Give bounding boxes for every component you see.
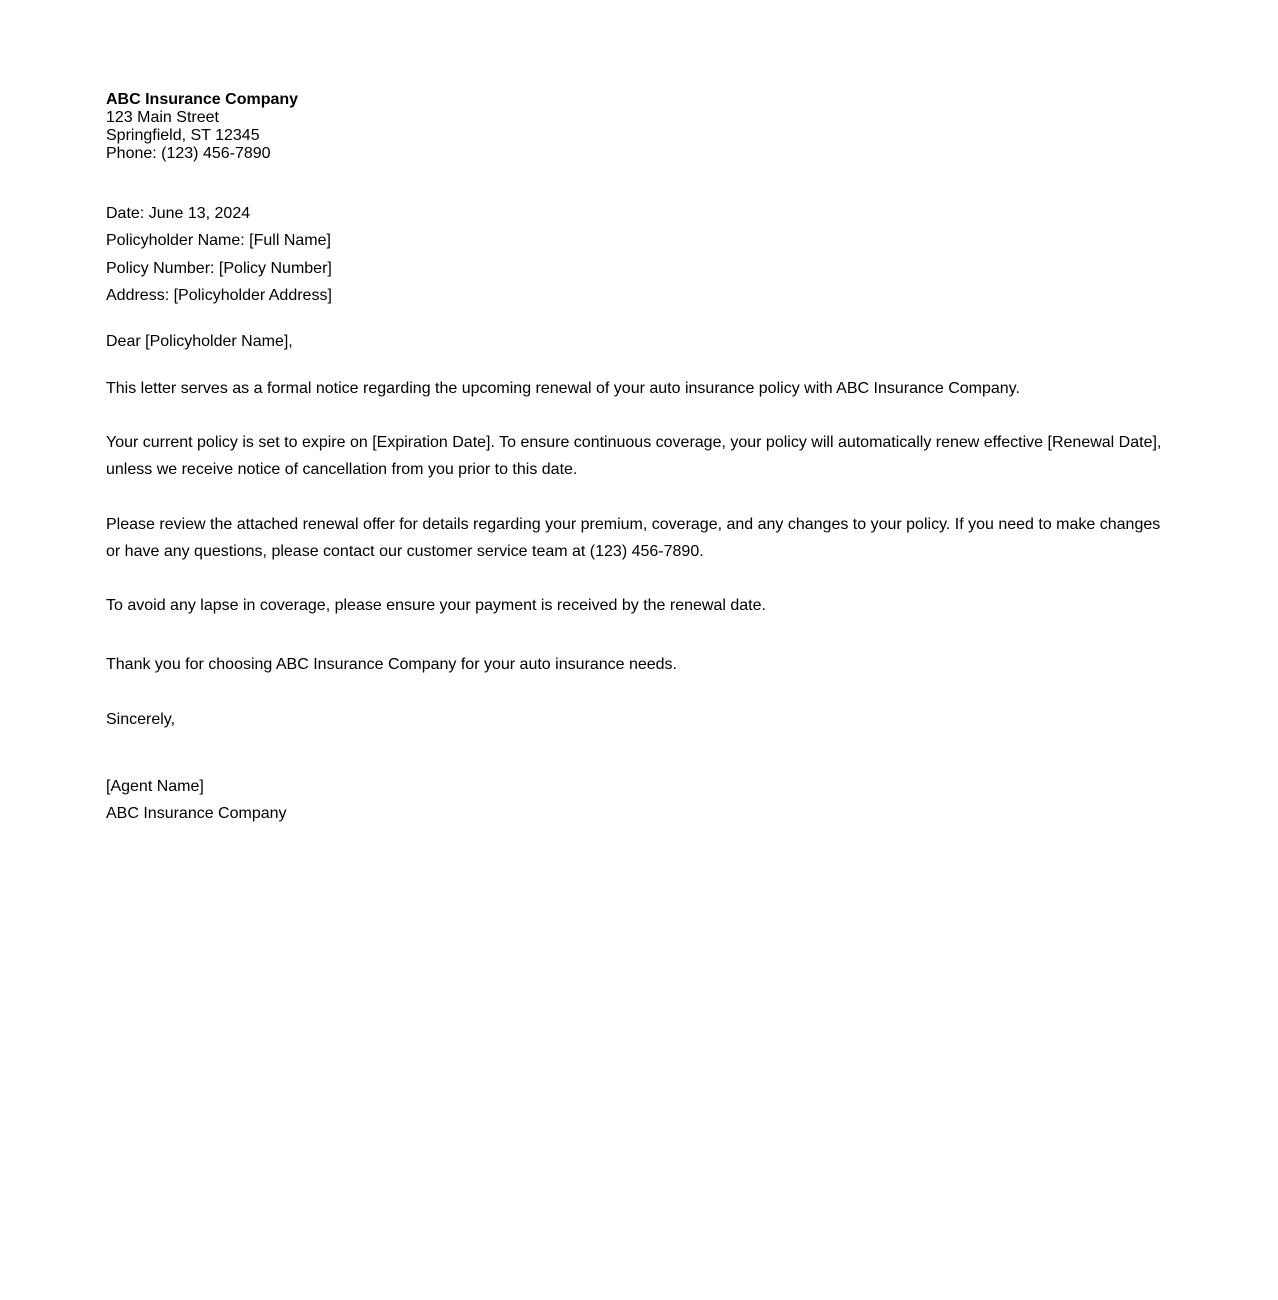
sender-street: 123 Main Street [106,109,219,126]
body-paragraph-review: Please review the attached renewal offer for details regarding your premium, coverage, and any changes to your policy. If you need to make changes or have any questions, please contact our customer service team at (123) 456-7890. [106,516,1161,561]
closing: Sincerely, [106,711,176,729]
salutation: Dear [Policyholder Name], [106,333,293,351]
body-paragraph-notice: This letter serves as a formal notice regarding the upcoming renewal of your auto insurance policy with ABC Insurance Company. [106,380,1020,398]
letter-document [106,91,1176,827]
body-paragraph-thanks: Thank you for choosing ABC Insurance Company for your auto insurance needs. [106,656,677,674]
signature-company: ABC Insurance Company [106,805,287,823]
letter-date: Date: June 13, 2024 [106,205,251,222]
policy-info-block [106,200,1176,309]
sender-address-block [106,91,1176,163]
policyholder-name: Policyholder Name: [Full Name] [106,232,331,250]
agent-name: [Agent Name] [106,778,204,796]
body-paragraph-expiration: Your current policy is set to expire on [Expiration Date]. To ensure continuous coverage, your policy will automatically renew effective [Renewal Date], unless we receive notice of cancellation from you prior to this date. [106,434,1162,479]
policy-number: Policy Number: [Policy Number] [106,259,332,277]
sender-company-name: ABC Insurance Company [106,91,299,108]
sender-city-state-zip: Springfield, ST 12345 [106,127,260,144]
signature-block [106,773,1176,827]
sender-phone: Phone: (123) 456-7890 [106,145,271,162]
body-paragraph-payment: To avoid any lapse in coverage, please ensure your payment is received by the renewal date. [106,597,766,615]
policyholder-address: Address: [Policyholder Address] [106,286,332,304]
